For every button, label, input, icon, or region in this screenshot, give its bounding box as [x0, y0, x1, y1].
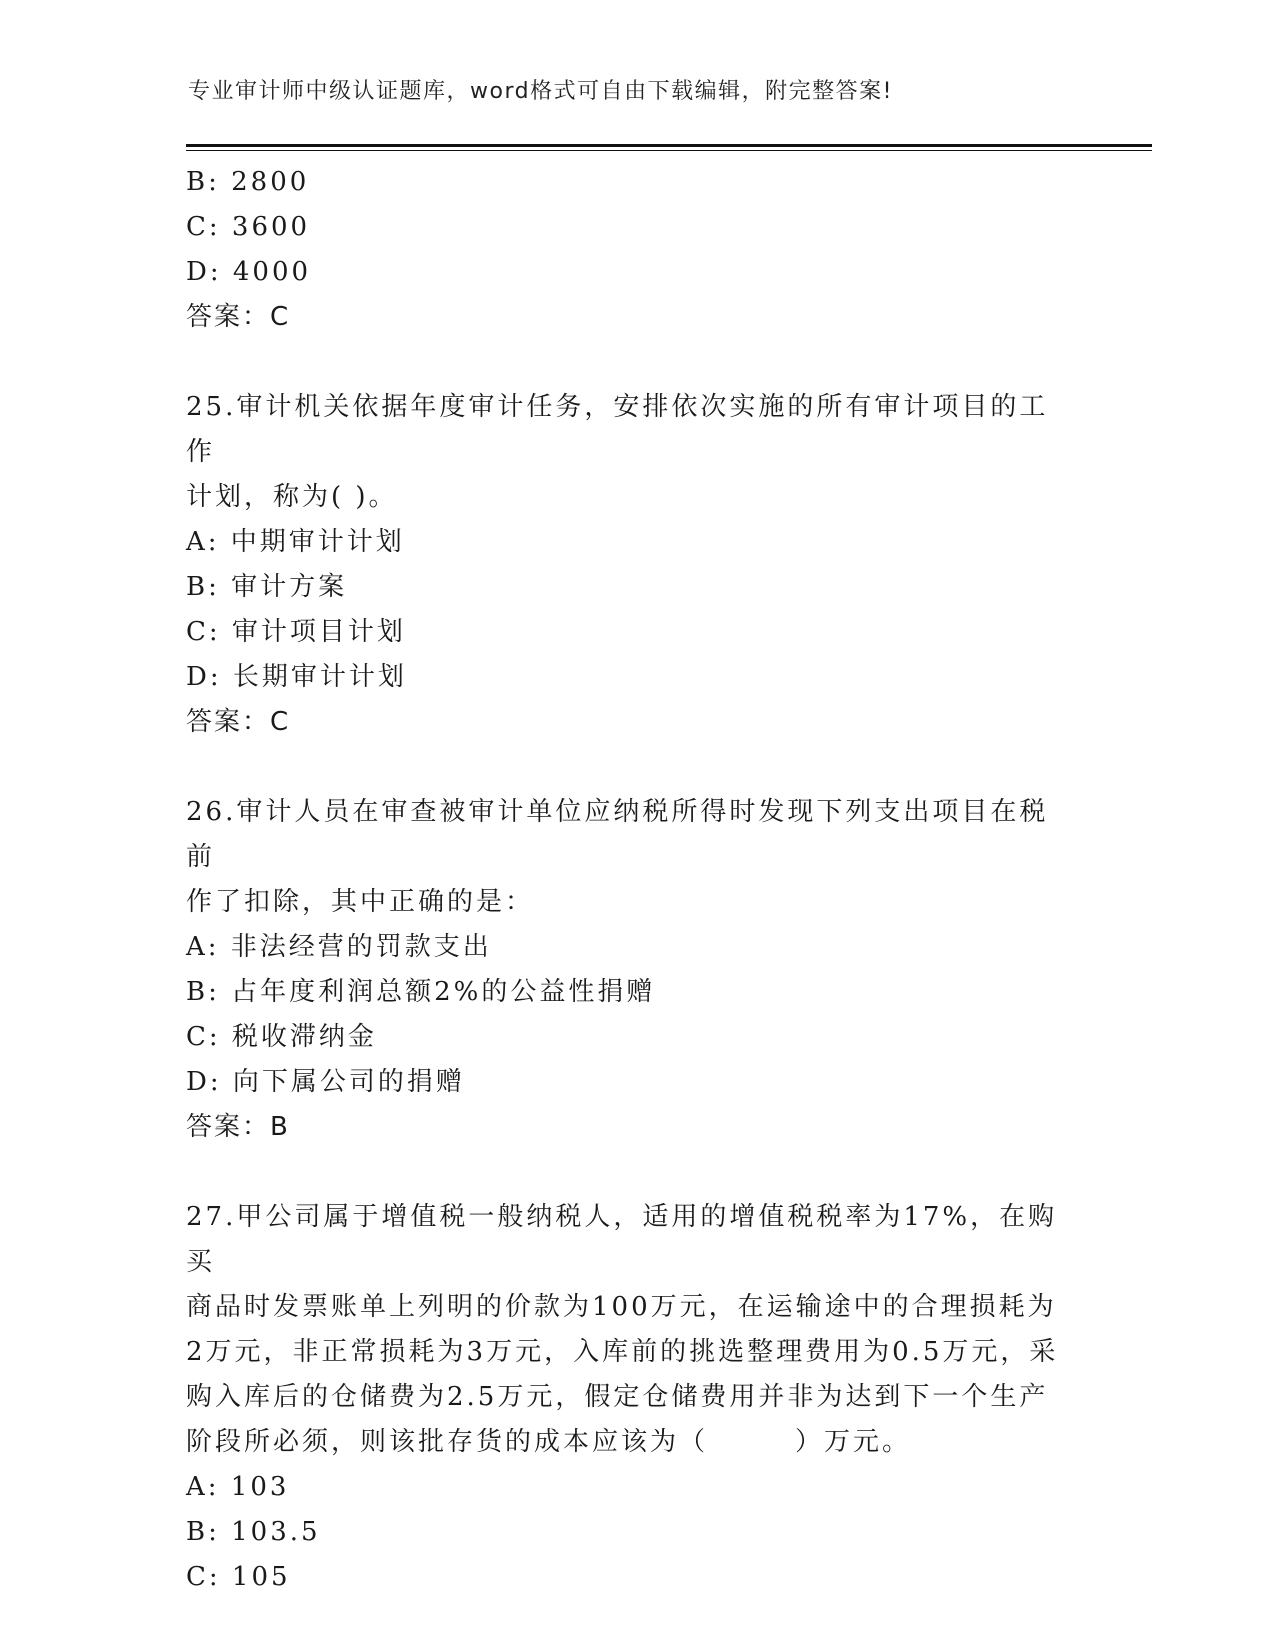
answer-line: 答案：B	[186, 1112, 290, 1142]
question-25	[186, 385, 1086, 745]
question-text-line: 阶段所必须，则该批存货的成本应该为（ ）万元。	[186, 1427, 912, 1457]
question-text-line: 计划，称为( )。	[186, 482, 398, 512]
answer-line: 答案：C	[186, 707, 291, 737]
option-c: C: 审计项目计划	[186, 617, 406, 647]
question-text-line: 2万元，非正常损耗为3万元，入库前的挑选整理费用为0.5万元，采	[186, 1337, 1059, 1367]
option-d: D: 向下属公司的捐赠	[186, 1067, 465, 1097]
option-b: B: 占年度利润总额2%的公益性捐赠	[186, 977, 656, 1007]
option-b: B: 审计方案	[186, 572, 348, 602]
question-text-line: 作了扣除，其中正确的是：	[186, 887, 535, 917]
question-26	[186, 790, 1086, 1150]
question-text-line: 26.审计人员在审查被审计单位应纳税所得时发现下列支出项目在税前	[186, 797, 1049, 872]
option-a: A: 中期审计计划	[186, 527, 405, 557]
question-text-line: 27.甲公司属于增值税一般纳税人，适用的增值税税率为17%，在购买	[186, 1202, 1058, 1277]
option-a: A: 非法经营的罚款支出	[186, 932, 492, 962]
question-text-line: 购入库后的仓储费为2.5万元，假定仓储费用并非为达到下一个生产	[186, 1382, 1049, 1412]
answer-line: 答案：C	[186, 302, 291, 332]
header-rule-thin	[186, 150, 1152, 151]
option-c: C: 105	[186, 1562, 291, 1592]
option-b: B: 103.5	[186, 1517, 321, 1547]
header-rule-thick	[186, 144, 1152, 147]
question-text-line: 商品时发票账单上列明的价款为100万元，在运输途中的合理损耗为	[186, 1292, 1057, 1322]
question-text-line: 25.审计机关依据年度审计任务，安排依次实施的所有审计项目的工作	[186, 392, 1049, 467]
question-continued	[186, 160, 1086, 340]
question-27	[186, 1195, 1086, 1600]
option-d: D: 4000	[186, 257, 312, 287]
option-c: C: 3600	[186, 212, 311, 242]
option-a: A: 103	[186, 1472, 290, 1502]
option-b: B: 2800	[186, 167, 310, 197]
option-d: D: 长期审计计划	[186, 662, 407, 692]
document-body	[186, 160, 1086, 1600]
document-header: 专业审计师中级认证题库，word格式可自由下载编辑，附完整答案!	[188, 79, 893, 104]
option-c: C: 税收滞纳金	[186, 1022, 377, 1052]
